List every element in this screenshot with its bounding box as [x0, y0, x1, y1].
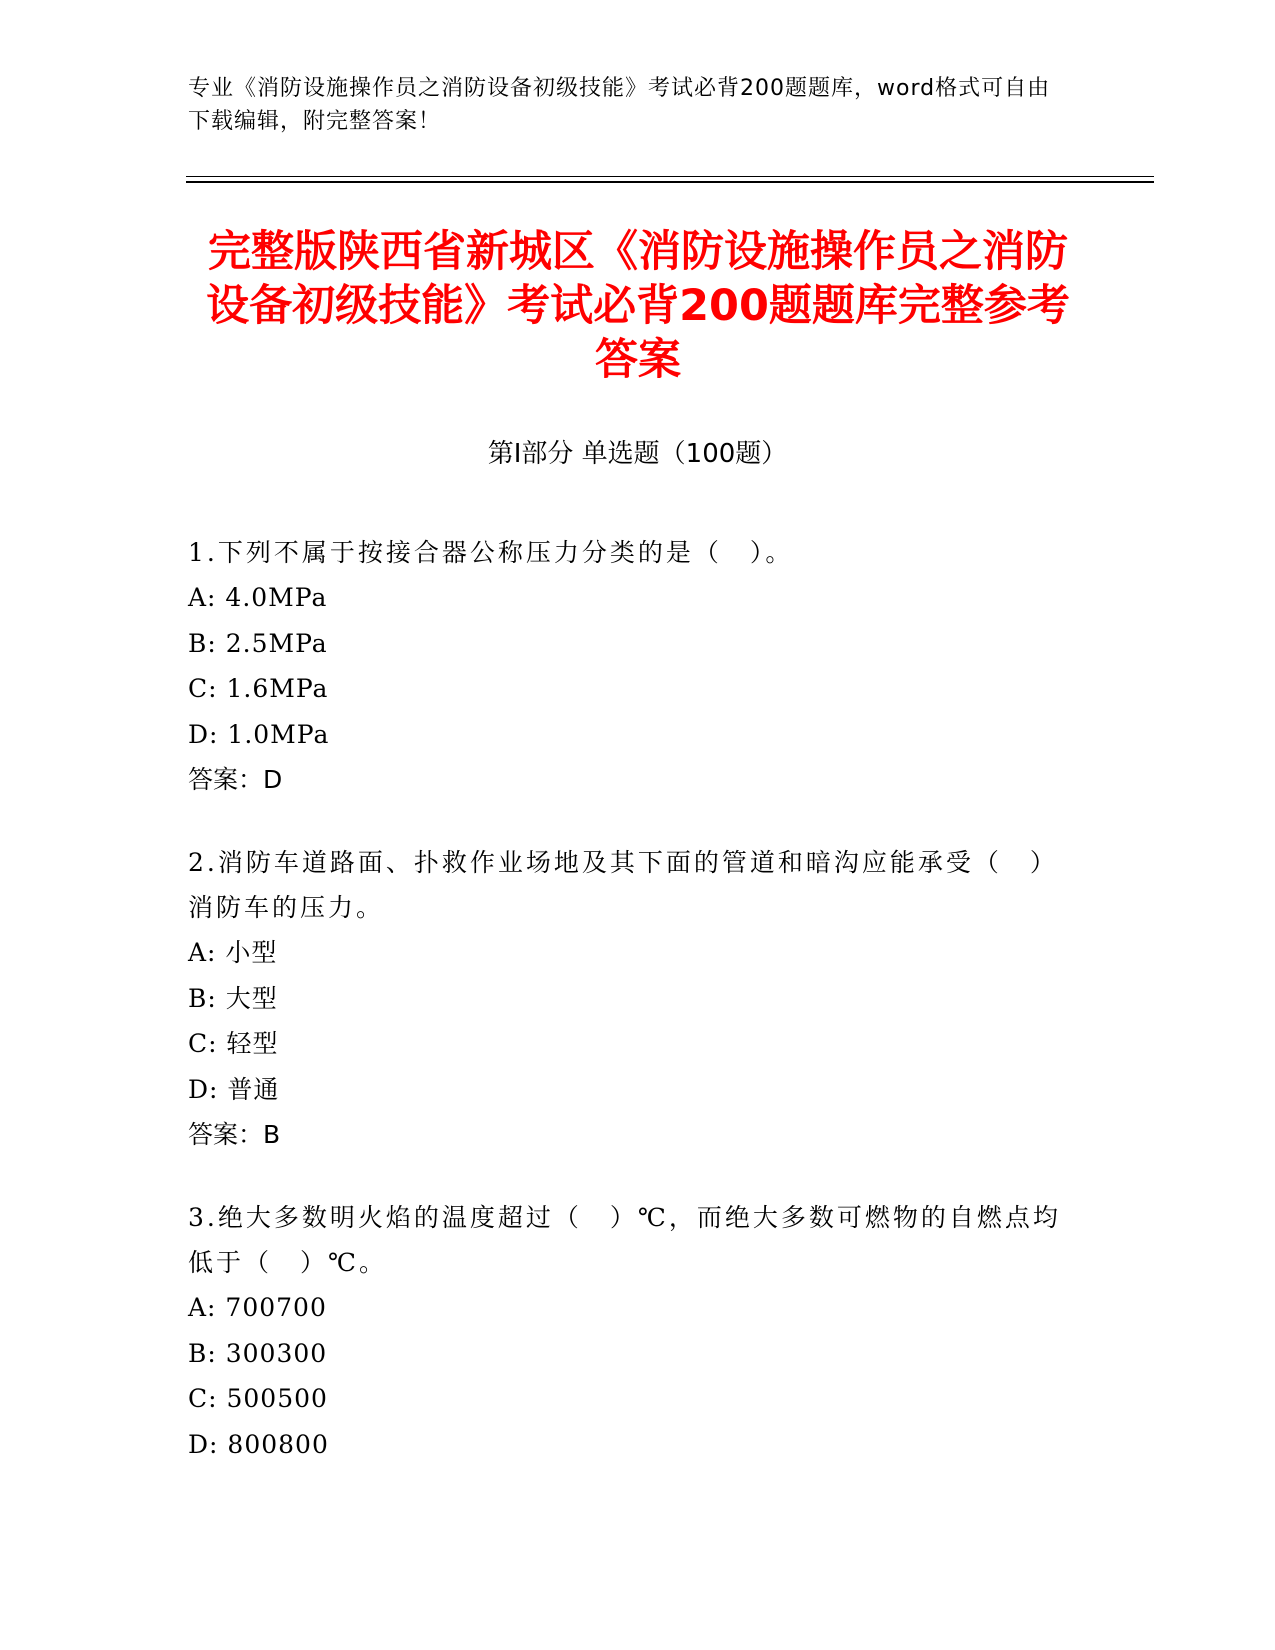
question-1 [188, 530, 1068, 802]
section-title: 第Ⅰ部分 单选题（100题） [487, 439, 788, 469]
option-d: D: 800800 [188, 1429, 329, 1459]
header-note: 专业《消防设施操作员之消防设备初级技能》考试必背200题题库，word格式可自由下载编辑，附完整答案！ [188, 76, 1051, 134]
question-3 [188, 1195, 1068, 1467]
question-2 [188, 840, 1068, 1157]
question-text: 3.绝大多数明火焰的温度超过（ ）℃，而绝大多数可燃物的自燃点均低于（ ）℃。 [188, 1203, 1061, 1277]
option-d: D: 普通 [188, 1074, 280, 1104]
question-list [188, 530, 1068, 1505]
option-d: D: 1.0MPa [188, 719, 330, 749]
option-c: C: 1.6MPa [188, 674, 329, 703]
header-divider-thick [186, 181, 1154, 183]
option-c: C: 500500 [188, 1384, 328, 1413]
question-text: 1.下列不属于按接合器公称压力分类的是（ ）。 [188, 538, 794, 567]
question-text: 2.消防车道路面、扑救作业场地及其下面的管道和暗沟应能承受（ ）消防车的压力。 [188, 848, 1058, 922]
option-b: B: 300300 [188, 1338, 328, 1368]
option-a: A: 小型 [188, 938, 278, 967]
document-title: 完整版陕西省新城区《消防设施操作员之消防设备初级技能》考试必背200题题库完整参考答案 [206, 227, 1070, 385]
option-b: B: 2.5MPa [188, 628, 328, 658]
option-a: A: 4.0MPa [188, 583, 328, 612]
answer: 答案：B [188, 1120, 281, 1149]
option-b: B: 大型 [188, 983, 278, 1013]
option-c: C: 轻型 [188, 1029, 279, 1058]
header-divider-thin [186, 176, 1154, 177]
answer: 答案：D [188, 765, 283, 794]
option-a: A: 700700 [188, 1293, 327, 1322]
